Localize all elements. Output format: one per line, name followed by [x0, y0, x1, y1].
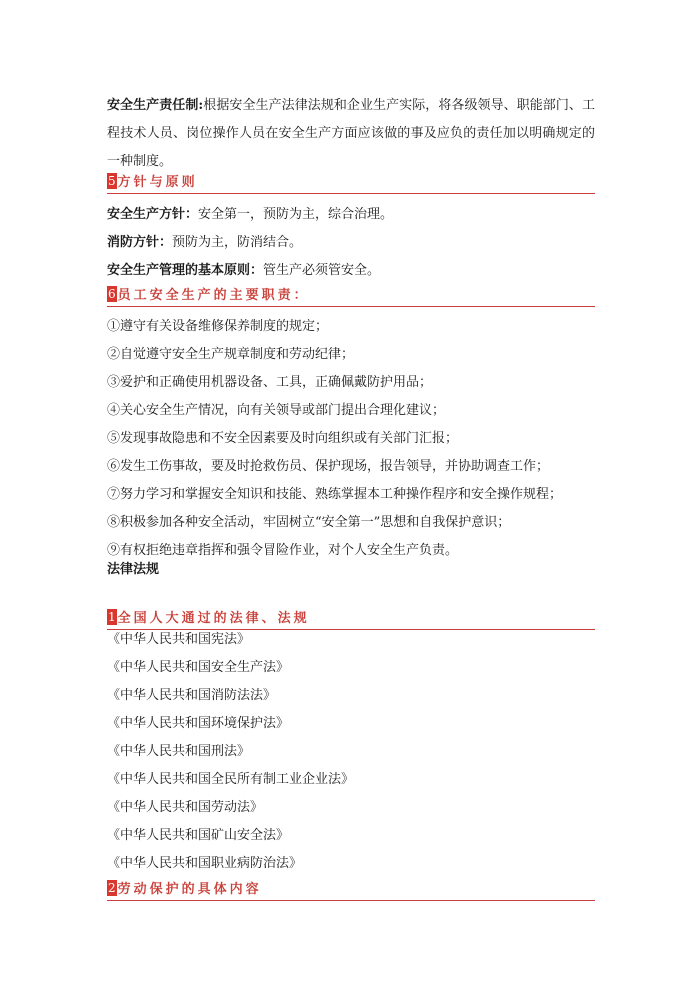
policy-item-term: 安全生产方针 [107, 207, 186, 222]
section-5-number: 5 [108, 174, 116, 188]
section-2-title: 劳动保护的具体内容 [117, 882, 262, 897]
policy-item [107, 205, 393, 225]
duty-item: ⑦努力学习和掌握安全知识和技能、熟练掌握本工种操作程序和安全操作规程； [107, 487, 563, 502]
law-item: 《中华人民共和国职业病防治法》 [107, 856, 303, 871]
policy-item-separator: ： [159, 235, 173, 250]
policy-item-separator: ： [250, 263, 264, 278]
duty-item: ③爱护和正确使用机器设备、工具，正确佩戴防护用品； [107, 375, 433, 390]
section-5-title: 方针与原则 [117, 175, 198, 190]
policy-item [107, 233, 302, 253]
policy-item-term: 安全生产管理的基本原则 [107, 263, 251, 278]
law-item: 《中华人民共和国环境保护法》 [107, 716, 290, 731]
section-2-header [107, 880, 595, 901]
law-item: 《中华人民共和国矿山安全法》 [107, 828, 290, 843]
policy-item-text: 管生产必须管安全。 [263, 263, 381, 278]
section-5-header [107, 173, 595, 194]
law-item: 《中华人民共和国消防法法》 [107, 688, 277, 703]
duty-item: ②自觉遵守安全生产规章制度和劳动纪律； [107, 347, 355, 362]
section-1-title: 全国人大通过的法律、法规 [117, 611, 310, 626]
law-item: 《中华人民共和国宪法》 [107, 632, 251, 647]
section-6-title: 员工安全生产的主要职责： [117, 288, 310, 303]
duty-item: ⑧积极参加各种安全活动，牢固树立“安全第一”思想和自我保护意识； [107, 515, 511, 530]
duty-item: ⑥发生工伤事故，要及时抢救伤员、保护现场，报告领导，并协助调查工作； [107, 459, 550, 474]
laws-heading: 法律法规 [107, 562, 160, 577]
section-1-header [107, 609, 595, 630]
policy-item-text: 安全第一，预防为主，综合治理。 [198, 207, 394, 222]
duty-item: ①遵守有关设备维修保养制度的规定； [107, 319, 329, 334]
intro-term: 安全生产责任制 [107, 98, 199, 113]
law-item: 《中华人民共和国劳动法》 [107, 800, 264, 815]
law-item: 《中华人民共和国安全生产法》 [107, 660, 290, 675]
section-2-number: 2 [108, 881, 116, 895]
intro-paragraph [107, 92, 595, 176]
law-item: 《中华人民共和国全民所有制工业企业法》 [107, 772, 355, 787]
duty-item: ⑤发现事故隐患和不安全因素要及时向组织或有关部门汇报； [107, 431, 459, 446]
section-1-number: 1 [108, 610, 116, 624]
policy-item-separator: ： [185, 207, 199, 222]
intro-separator: : [198, 98, 204, 113]
duty-item: ④关心安全生产情况，向有关领导或部门提出合理化建议； [107, 403, 446, 418]
policy-item-term: 消防方针 [107, 235, 160, 250]
policy-item-text: 预防为主，防消结合。 [172, 235, 303, 250]
duty-item: ⑨有权拒绝违章指挥和强令冒险作业，对个人安全生产负责。 [107, 543, 459, 558]
section-6-number: 6 [108, 287, 116, 301]
section-6-header [107, 286, 595, 307]
intro-text: 根据安全生产法律法规和企业生产实际，将各级领导、职能部门、工程技术人员、岗位操作人员在安全生产方面应该做的事及应负的责任加以明确规定的一种制度。 [107, 98, 595, 169]
law-item: 《中华人民共和国刑法》 [107, 744, 251, 759]
policy-item [107, 261, 380, 281]
